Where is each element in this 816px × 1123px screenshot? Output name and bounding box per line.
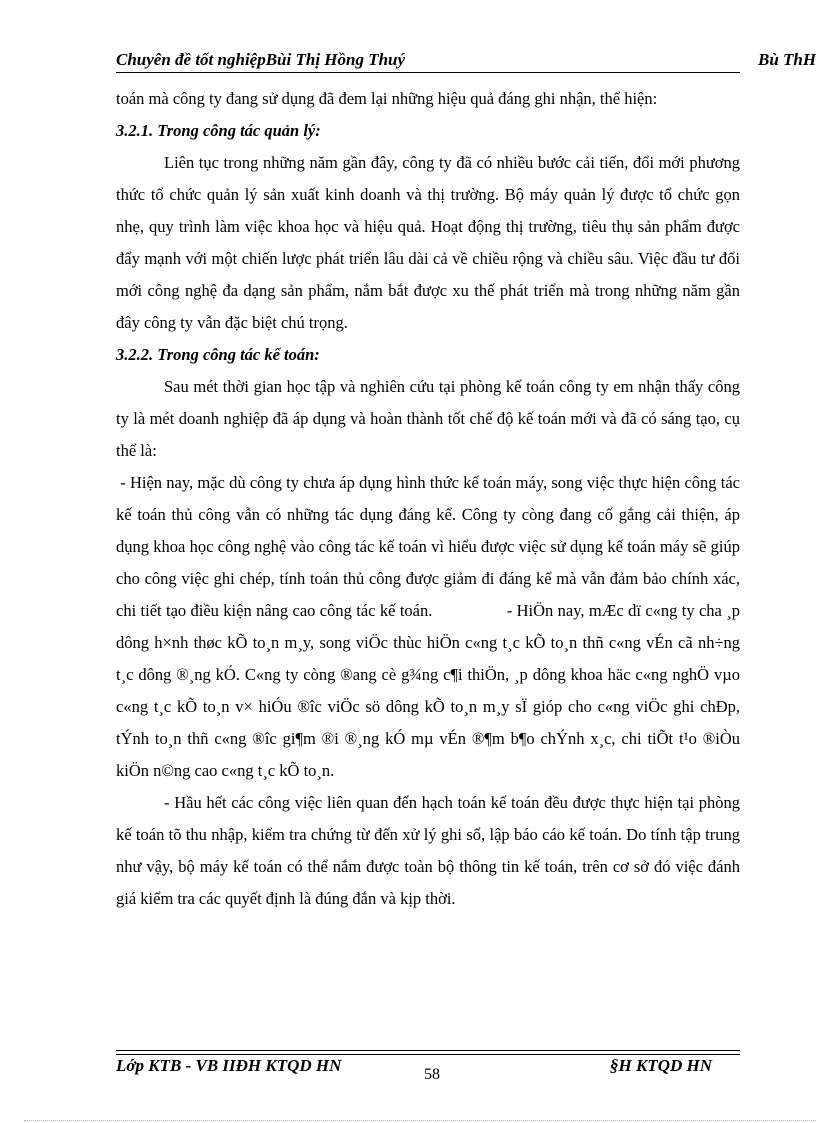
paragraph-accounting-manual: - Hiện nay, mặc dù công ty chưa áp dụng hình thức kế toán máy, song việc thực hiện công tác kế toán thủ công vẫn có những tác dụng đáng kể. Công ty còng đang cố gắng cải thiện, áp dụng khoa học công nghệ vào công tác kế toán vì hiểu được việc sử dụng kế toán máy sẽ giúp cho công việc ghi chép, tính toán thủ công được giảm đi đáng kể mà vẫn đảm bảo chính xác, chi tiết tạo điều kiện nâng cao công tác kế toán. - HiÖn nay, mÆc dï c«ng ty cha ¸p dông h×nh thøc kÕ to¸n m¸y, song viÖc thùc hiÖn c«ng t¸c kÕ to¸n thñ c«ng vÉn cã nh÷ng t¸c dông ®¸ng kÓ. C«ng ty còng ®ang cè g¾ng c¶i thiÖn, ¸p dông khoa häc c«ng nghÖ vµo c«ng t¸c kÕ to¸n v× hiÓu ®îc viÖc sö dông kÕ to¸n m¸y sÏ gióp cho c«ng viÖc ghi chÐp, tÝnh to¸n thñ c«ng ®îc gi¶m ®i ®¸ng kÓ mµ vÉn ®¶m b¶o chÝnh x¸c, chi tiÕt t¹o ®iÒu kiÖn n©ng cao c«ng t¸c kÕ to¸n.	[116, 473, 745, 780]
footer-university-label: §H KTQD HN	[610, 1056, 712, 1075]
header-author-cutoff: Bù ThH	[758, 50, 816, 69]
header-divider	[116, 72, 740, 73]
section-heading-accounting: 3.2.2. Trong công tác kế toán:	[116, 345, 320, 364]
paragraph-management: Liên tục trong những năm gần đây, công ty đã có nhiều bước cải tiến, đổi mới phương thức tổ chức quản lý sản xuất kinh doanh và thị trường. Bộ máy quản lý được tổ chức gọn nhẹ, quy trình làm việc khoa học và hiệu quả. Hoạt động thị trường, tiêu thụ sản phẩm được đẩy mạnh với một chiến lược phát triển lâu dài cả về chiều rộng và chiều sâu. Việc đầu tư đổi mới công nghệ đa dạng sản phẩm, nắm bắt được xu thế phát triển mà trong những năm gần đây công ty vẫn đặc biệt chú trọng.	[116, 153, 740, 332]
section-heading-management: 3.2.1. Trong công tác quản lý:	[116, 121, 321, 140]
document-body	[116, 83, 745, 915]
footer-divider-thick	[116, 1050, 740, 1051]
footer-divider-thin	[116, 1054, 740, 1055]
paragraph-continuation: toán mà công ty đang sử dụng đã đem lại những hiệu quả đáng ghi nhận, thể hiện:	[116, 89, 658, 108]
page-bottom-dotted-rule	[24, 1120, 816, 1121]
footer-class-label: Lớp KTB - VB IIĐH KTQD HN	[116, 1056, 342, 1075]
paragraph-accounting-intro: Sau mét thời gian học tập và nghiên cứu tại phòng kế toán công ty em nhận thấy công ty là mét doanh nghiệp đã áp dụng và hoàn thành tốt chế độ kế toán mới và đã có sáng tạo, cụ thể là:	[116, 377, 740, 460]
page-number: 58	[424, 1066, 440, 1083]
paragraph-accounting-centralized: - Hầu hết các công việc liên quan đến hạch toán kế toán đều được thực hiện tại phòng kế toán tõ thu nhập, kiểm tra chứng từ đến xử lý ghi sổ, lập báo cáo kế toán. Do tính tập trung như vậy, bộ máy kế toán có thể nắm được toàn bộ thông tin kế toán, trên cơ sở đó việc đánh giá kiểm tra các quyết định là đúng đắn và kịp thời.	[116, 793, 740, 908]
header-title: Chuyên đề tốt nghiệpBùi Thị Hồng Thuý	[116, 50, 406, 69]
